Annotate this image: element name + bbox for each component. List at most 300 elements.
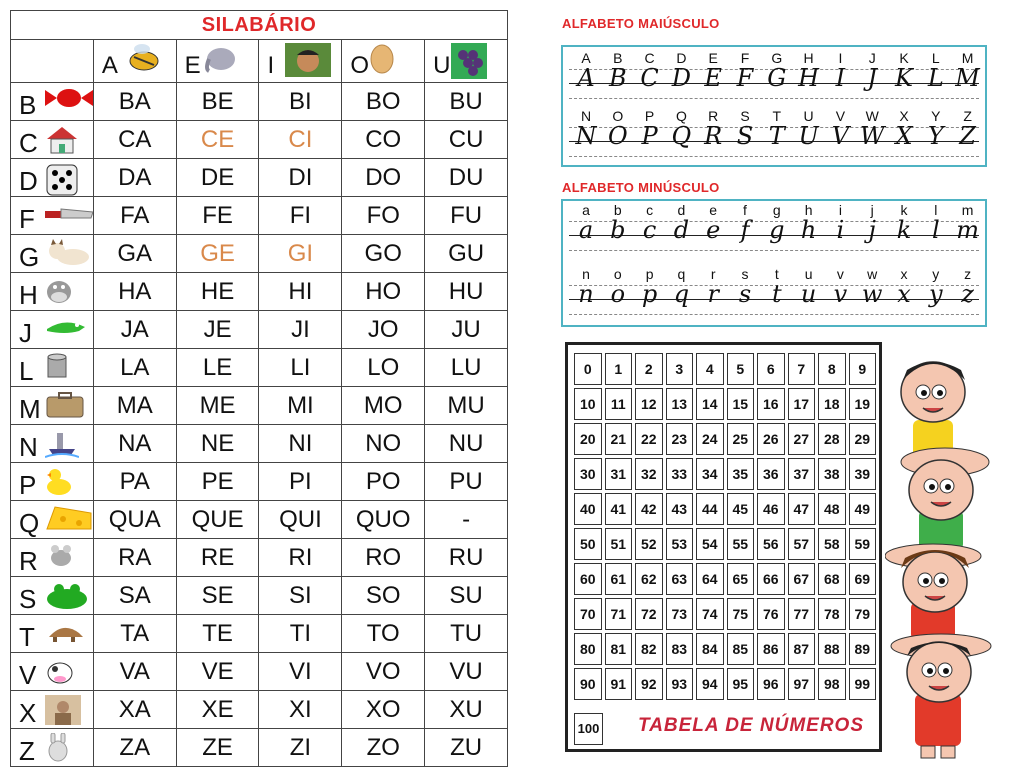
print-letter-text: S xyxy=(740,108,750,124)
row-header-n xyxy=(11,425,94,463)
consonant-letter: S xyxy=(19,584,37,614)
cursive-letter: Z xyxy=(959,122,976,150)
row-header-s xyxy=(11,577,94,615)
number-cell: 35 xyxy=(727,458,755,490)
number-cell: 52 xyxy=(635,528,663,560)
print-letter-text: g xyxy=(772,202,781,218)
number-cell: 40 xyxy=(574,493,602,525)
vowel-letter: I xyxy=(267,52,275,79)
consonant-letter: D xyxy=(19,166,38,196)
syllable-cell: ZA xyxy=(93,729,176,767)
cursive-letter: J xyxy=(867,64,877,92)
syllable-cell: VU xyxy=(425,653,508,691)
egg-icon xyxy=(368,43,396,82)
syllable-cell: JA xyxy=(93,311,176,349)
syllable-cell: DI xyxy=(259,159,342,197)
consonant-letter: L xyxy=(19,356,34,386)
print-letter-text: Q xyxy=(675,108,687,124)
syllable-cell: PI xyxy=(259,463,342,501)
number-cell: 51 xyxy=(605,528,633,560)
candy-icon xyxy=(45,87,93,116)
silabario-row xyxy=(11,501,508,539)
consonant-letter: N xyxy=(19,432,38,462)
consonant-letter: V xyxy=(19,660,37,690)
cursive-letter: X xyxy=(895,122,913,150)
syllable-cell: PU xyxy=(425,463,508,501)
print-letter-text: q xyxy=(677,266,686,282)
syllable-cell: VA xyxy=(93,653,176,691)
row-header-f xyxy=(11,197,94,235)
syllable-cell: FI xyxy=(259,197,342,235)
ship-icon xyxy=(45,429,79,463)
cursive-letter: U xyxy=(798,122,819,150)
number-cell: 20 xyxy=(574,423,602,455)
silabario-row xyxy=(11,83,508,121)
cursive-letter: V xyxy=(831,122,850,150)
hippo-icon xyxy=(45,277,73,311)
number-cell: 82 xyxy=(635,633,663,665)
print-letter-text: j xyxy=(870,202,874,218)
vowel-header-e xyxy=(176,40,259,83)
cursive-letter: B xyxy=(608,64,627,92)
vowel-letter: O xyxy=(350,52,369,79)
row-header-p xyxy=(11,463,94,501)
syllable-cell: NE xyxy=(176,425,259,463)
can-icon xyxy=(45,353,69,386)
number-cell: 32 xyxy=(635,458,663,490)
consonant-letter: X xyxy=(19,698,37,728)
consonant-letter: G xyxy=(19,242,40,272)
silabario-row xyxy=(11,197,508,235)
number-row xyxy=(574,668,876,700)
syllable-cell: QUE xyxy=(176,501,259,539)
syllable-cell: PE xyxy=(176,463,259,501)
number-cell: 11 xyxy=(605,388,633,420)
syllable-cell: RI xyxy=(259,539,342,577)
print-letter-text: J xyxy=(868,50,876,66)
cursive-letter: c xyxy=(642,216,657,244)
cursive-letter: k xyxy=(896,216,912,244)
cursive-letter: b xyxy=(610,216,626,244)
number-table-title: TABELA DE NÚMEROS xyxy=(638,715,864,736)
suitcase-icon xyxy=(45,391,85,425)
row-header-b xyxy=(11,83,94,121)
syllable-cell: CE xyxy=(176,121,259,159)
cursive-letter: m xyxy=(956,216,979,244)
number-cell: 0 xyxy=(574,353,602,385)
number-cell: 95 xyxy=(727,668,755,700)
cursive-letter: p xyxy=(641,280,658,308)
row-header-q xyxy=(11,501,94,539)
print-letter-text: W xyxy=(865,108,879,124)
number-row xyxy=(574,633,876,665)
cursive-letter: j xyxy=(868,216,876,244)
cursive-letter: y xyxy=(929,280,943,308)
print-letter-text: l xyxy=(934,202,938,218)
number-cell: 76 xyxy=(757,598,785,630)
number-cell: 69 xyxy=(849,563,877,595)
print-letter-text: P xyxy=(644,108,655,124)
row-header-c xyxy=(11,121,94,159)
print-letter-text: p xyxy=(645,266,654,282)
number-cell: 14 xyxy=(696,388,724,420)
syllable-cell: LE xyxy=(176,349,259,387)
syllable-cell: MU xyxy=(425,387,508,425)
syllable-cell: TU xyxy=(425,615,508,653)
number-cell: 87 xyxy=(788,633,816,665)
number-cell: 58 xyxy=(818,528,846,560)
number-row xyxy=(574,353,876,385)
cursive-letter: S xyxy=(736,122,754,150)
syllable-cell: BU xyxy=(425,83,508,121)
number-cell: 81 xyxy=(605,633,633,665)
row-header-h xyxy=(11,273,94,311)
print-letter-text: o xyxy=(613,266,622,282)
row-header-l xyxy=(11,349,94,387)
syllable-cell: LO xyxy=(342,349,425,387)
print-letter-text: D xyxy=(676,50,687,66)
number-cell: 21 xyxy=(605,423,633,455)
bee-icon xyxy=(120,43,164,80)
cursive-letter: G xyxy=(767,64,787,92)
syllable-cell: VE xyxy=(176,653,259,691)
dice-icon xyxy=(45,163,79,197)
row-header-j xyxy=(11,311,94,349)
print-letter-text: i xyxy=(838,202,842,218)
number-cell: 42 xyxy=(635,493,663,525)
knife-icon xyxy=(45,201,93,229)
cursive-letter: A xyxy=(577,64,595,92)
number-row xyxy=(574,423,876,455)
print-letter-text: L xyxy=(931,50,940,66)
number-cell: 37 xyxy=(788,458,816,490)
number-row xyxy=(574,528,876,560)
syllable-cell: SA xyxy=(93,577,176,615)
alfabeto-minusculo-box xyxy=(561,199,987,327)
cursive-letter: E xyxy=(704,64,722,92)
syllable-cell: DA xyxy=(93,159,176,197)
silabario-row xyxy=(11,387,508,425)
cartoon-characters-illustration xyxy=(885,350,1005,760)
syllable-cell: XU xyxy=(425,691,508,729)
syllable-cell: NO xyxy=(342,425,425,463)
syllable-cell: HO xyxy=(342,273,425,311)
syllable-cell: TE xyxy=(176,615,259,653)
cursive-letter: N xyxy=(575,122,597,150)
number-cell: 71 xyxy=(605,598,633,630)
cursive-letter: z xyxy=(961,280,974,308)
print-letter-text: d xyxy=(677,202,686,218)
cursive-letter: h xyxy=(800,216,817,244)
number-cell: 65 xyxy=(727,563,755,595)
print-letter-text: t xyxy=(774,266,779,282)
number-cell: 64 xyxy=(696,563,724,595)
syllable-cell: HU xyxy=(425,273,508,311)
print-letter-text: B xyxy=(613,50,623,66)
print-letter-text: F xyxy=(740,50,750,66)
syllable-cell: NU xyxy=(425,425,508,463)
print-letter-text: f xyxy=(743,202,747,218)
alphabet-row xyxy=(569,109,979,157)
consonant-letter: H xyxy=(19,280,38,310)
number-cell: 13 xyxy=(666,388,694,420)
cursive-letter: s xyxy=(738,280,752,308)
syllable-cell: FA xyxy=(93,197,176,235)
print-letter-text: E xyxy=(708,50,718,66)
number-cell: 36 xyxy=(757,458,785,490)
print-letter-text: T xyxy=(772,108,782,124)
number-cell: 66 xyxy=(757,563,785,595)
number-cell: 31 xyxy=(605,458,633,490)
number-cell: 44 xyxy=(696,493,724,525)
print-letter-text: H xyxy=(803,50,814,66)
cursive-letter: T xyxy=(768,122,785,150)
cursive-letter: Y xyxy=(927,122,944,150)
row-header-v xyxy=(11,653,94,691)
number-cell: 1 xyxy=(605,353,633,385)
syllable-cell: VO xyxy=(342,653,425,691)
syllable-cell: RE xyxy=(176,539,259,577)
frog-icon xyxy=(45,581,89,615)
vowel-header-i xyxy=(259,40,342,83)
number-row xyxy=(574,458,876,490)
print-letter-text: U xyxy=(803,108,814,124)
print-letter-text: Z xyxy=(963,108,972,124)
syllable-cell: ZE xyxy=(176,729,259,767)
syllable-cell: BA xyxy=(93,83,176,121)
syllable-cell: GU xyxy=(425,235,508,273)
elephant-icon xyxy=(203,43,237,80)
house-icon xyxy=(45,125,79,159)
number-cell: 55 xyxy=(727,528,755,560)
print-letter-text: V xyxy=(835,108,846,124)
cursive-letter: C xyxy=(640,64,659,92)
number-cell: 33 xyxy=(666,458,694,490)
number-cell: 8 xyxy=(818,353,846,385)
consonant-letter: R xyxy=(19,546,38,576)
silabario-row xyxy=(11,691,508,729)
syllable-cell: GI xyxy=(259,235,342,273)
corner-cell xyxy=(11,40,94,83)
syllable-cell: JO xyxy=(342,311,425,349)
number-cell: 88 xyxy=(818,633,846,665)
number-cell: 83 xyxy=(666,633,694,665)
print-letter-text: a xyxy=(582,202,590,218)
duck-icon xyxy=(45,467,73,501)
syllable-cell: RO xyxy=(342,539,425,577)
syllable-cell: NA xyxy=(93,425,176,463)
cursive-letter: o xyxy=(610,280,626,308)
number-cell: 54 xyxy=(696,528,724,560)
syllable-cell: MO xyxy=(342,387,425,425)
syllable-cell: HI xyxy=(259,273,342,311)
print-letter-text: G xyxy=(771,50,783,66)
mouse-icon xyxy=(45,543,75,576)
silabario-row xyxy=(11,349,508,387)
print-letter-text: z xyxy=(964,266,972,282)
syllable-cell: CU xyxy=(425,121,508,159)
silabario-row xyxy=(11,235,508,273)
syllable-cell: PO xyxy=(342,463,425,501)
syllable-cell: QUI xyxy=(259,501,342,539)
syllable-cell: FU xyxy=(425,197,508,235)
syllable-cell: CO xyxy=(342,121,425,159)
number-cell: 72 xyxy=(635,598,663,630)
number-cell: 26 xyxy=(757,423,785,455)
number-cell: 18 xyxy=(818,388,846,420)
syllable-cell: RA xyxy=(93,539,176,577)
print-letter-text: C xyxy=(644,50,655,66)
number-cell: 79 xyxy=(849,598,877,630)
alphabet-row xyxy=(569,51,979,99)
syllable-cell: BO xyxy=(342,83,425,121)
cursive-letter: v xyxy=(833,280,848,308)
alfabeto-maiusculo-title: ALFABETO MAIÚSCULO xyxy=(562,16,720,31)
number-cell: 3 xyxy=(666,353,694,385)
silabario-row xyxy=(11,121,508,159)
consonant-letter: M xyxy=(19,394,41,424)
number-cell: 59 xyxy=(849,528,877,560)
number-cell: 17 xyxy=(788,388,816,420)
print-letter-text: X xyxy=(899,108,909,124)
vowel-header-u xyxy=(425,40,508,83)
number-cell: 25 xyxy=(727,423,755,455)
syllable-cell: XO xyxy=(342,691,425,729)
row-header-x xyxy=(11,691,94,729)
syllable-cell: ME xyxy=(176,387,259,425)
number-cell: 49 xyxy=(849,493,877,525)
number-cell: 75 xyxy=(727,598,755,630)
number-cell: 38 xyxy=(818,458,846,490)
cursive-letter: O xyxy=(607,122,628,150)
cursive-letter: g xyxy=(769,216,785,244)
cursive-letter: P xyxy=(641,122,658,150)
syllable-cell: LI xyxy=(259,349,342,387)
silabario-row xyxy=(11,159,508,197)
syllable-cell: CI xyxy=(259,121,342,159)
vowel-header-o xyxy=(342,40,425,83)
print-letter-text: s xyxy=(741,266,749,282)
print-letter-text: h xyxy=(804,202,813,218)
donkey-icon xyxy=(45,733,71,767)
number-cell: 27 xyxy=(788,423,816,455)
number-cell: 74 xyxy=(696,598,724,630)
print-letter-text: m xyxy=(961,202,974,218)
number-cell: 68 xyxy=(818,563,846,595)
syllable-cell: FE xyxy=(176,197,259,235)
number-cell: 39 xyxy=(849,458,877,490)
number-cell: 56 xyxy=(757,528,785,560)
cursive-letter: L xyxy=(927,64,944,92)
consonant-letter: Z xyxy=(19,736,35,766)
number-row xyxy=(574,563,876,595)
cursive-letter: H xyxy=(798,64,820,92)
number-table xyxy=(565,342,882,752)
syllable-cell: GA xyxy=(93,235,176,273)
cat-icon xyxy=(45,239,91,273)
syllable-cell: ZO xyxy=(342,729,425,767)
number-cell: 50 xyxy=(574,528,602,560)
syllable-cell: TA xyxy=(93,615,176,653)
cursive-letter: r xyxy=(707,280,719,308)
row-header-t xyxy=(11,615,94,653)
syllable-cell: HA xyxy=(93,273,176,311)
syllable-cell: JE xyxy=(176,311,259,349)
number-cell: 43 xyxy=(666,493,694,525)
syllable-cell: LA xyxy=(93,349,176,387)
syllable-cell: QUO xyxy=(342,501,425,539)
alligator-icon xyxy=(45,315,87,346)
silabario-row xyxy=(11,463,508,501)
print-letter-text: M xyxy=(961,50,974,66)
print-letter-text: b xyxy=(613,202,622,218)
print-letter-text: K xyxy=(899,50,909,66)
syllable-cell: MI xyxy=(259,387,342,425)
syllable-cell: JI xyxy=(259,311,342,349)
silabario-row xyxy=(11,615,508,653)
number-cell: 70 xyxy=(574,598,602,630)
consonant-letter: C xyxy=(19,128,38,158)
row-header-m xyxy=(11,387,94,425)
vowel-letter: E xyxy=(184,52,201,79)
cursive-letter: l xyxy=(931,216,940,244)
cursive-letter: q xyxy=(673,280,690,308)
cursive-letter: W xyxy=(859,122,885,150)
number-cell: 45 xyxy=(727,493,755,525)
row-header-g xyxy=(11,235,94,273)
number-cell: 9 xyxy=(849,353,877,385)
syllable-cell: FO xyxy=(342,197,425,235)
cursive-letter: M xyxy=(955,64,980,92)
syllable-cell: SE xyxy=(176,577,259,615)
syllable-cell: - xyxy=(425,501,508,539)
syllable-cell: TO xyxy=(342,615,425,653)
consonant-letter: T xyxy=(19,622,35,652)
grapes-icon xyxy=(451,43,487,83)
cursive-letter: a xyxy=(578,216,594,244)
number-cell: 67 xyxy=(788,563,816,595)
number-cell: 94 xyxy=(696,668,724,700)
consonant-letter: J xyxy=(19,318,32,348)
number-cell: 47 xyxy=(788,493,816,525)
cursive-letter: K xyxy=(895,64,913,92)
print-letter-text: A xyxy=(581,50,591,66)
cheese-icon xyxy=(45,505,93,539)
number-row xyxy=(574,388,876,420)
number-cell: 61 xyxy=(605,563,633,595)
cursive-letter: D xyxy=(671,64,692,92)
number-grid xyxy=(571,350,879,703)
number-cell: 4 xyxy=(696,353,724,385)
syllable-cell: GO xyxy=(342,235,425,273)
child-character-3-icon xyxy=(885,544,981,640)
vowel-letter: U xyxy=(433,52,451,79)
number-cell: 73 xyxy=(666,598,694,630)
number-cell: 34 xyxy=(696,458,724,490)
number-cell: 99 xyxy=(849,668,877,700)
number-cell: 48 xyxy=(818,493,846,525)
syllable-cell: JU xyxy=(425,311,508,349)
silabario-table xyxy=(10,10,508,767)
print-letter-text: I xyxy=(838,50,843,66)
number-cell: 89 xyxy=(849,633,877,665)
print-letter-text: k xyxy=(900,202,908,218)
silabario-row xyxy=(11,273,508,311)
number-cell: 85 xyxy=(727,633,755,665)
number-cell: 57 xyxy=(788,528,816,560)
syllable-cell: PA xyxy=(93,463,176,501)
syllable-cell: DE xyxy=(176,159,259,197)
